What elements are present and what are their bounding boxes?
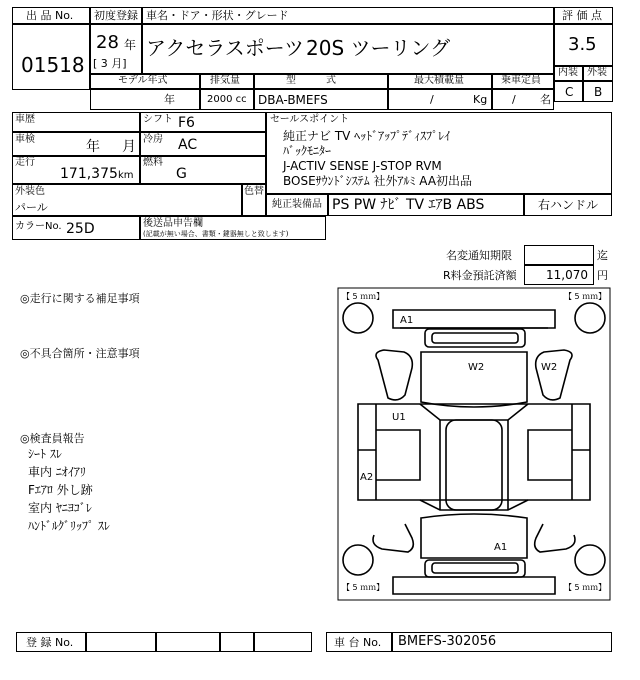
exterior-label: 外装 — [587, 67, 607, 78]
recycle-value: 11,070 — [546, 268, 588, 282]
load-unit: Kg — [473, 93, 488, 106]
car-grade: 20S ツーリング — [306, 36, 451, 60]
damage-mark: U1 — [392, 412, 406, 423]
damage-mark: A1 — [494, 542, 508, 553]
ac-label: 冷房 — [143, 134, 163, 145]
inspection-label: 車検 — [15, 134, 35, 145]
shift-value: F6 — [178, 115, 195, 131]
post-doc-note: (記載が無い場合、書類・鍵器無しと致します) — [143, 230, 289, 238]
damage-mark: A2 — [360, 472, 374, 483]
sales-points-label: セールスポイント — [270, 114, 350, 125]
defect-remarks-label: ◎不具合箇所・注意事項 — [20, 347, 140, 360]
model-value: DBA-BMEFS — [258, 93, 328, 107]
reg-no-cell — [220, 632, 254, 652]
mileage-unit: km — [118, 170, 134, 181]
reg-year-unit: 年 — [124, 38, 137, 52]
reg-month: [ 3 月] — [93, 57, 127, 70]
rear-fender-right-icon — [535, 524, 575, 552]
sales-point-line: BOSEｻｳﾝﾄﾞｼｽﾃﾑ 社外ｱﾙﾐ AA初出品 — [283, 174, 473, 188]
tire-top-right-icon — [575, 303, 605, 333]
equipment-items: PS PW ﾅﾋﾞ TV ｴｱB ABS — [332, 197, 485, 213]
inspection-month-unit: 月 — [122, 139, 136, 155]
inspector-report-label: ◎検査員報告 — [20, 432, 85, 445]
load-slash: / — [430, 93, 434, 106]
model-label: 型 式 — [286, 75, 336, 86]
capacity-unit: 名 — [540, 93, 551, 106]
rear-bumper-icon — [393, 577, 555, 594]
displacement-value: 2000 cc — [207, 94, 247, 105]
history-label: 車歴 — [15, 114, 35, 125]
front-bumper-icon — [393, 310, 555, 328]
chassis-label: 車 台 No. — [334, 636, 382, 649]
handle-value: 右ハンドル — [538, 198, 599, 212]
roof-icon — [446, 420, 502, 510]
damage-mark: W2 — [468, 362, 485, 373]
color-no-label: カラーNo. — [15, 221, 62, 232]
trunk-icon — [421, 514, 527, 558]
post-doc-label: 後送品申告欄 — [143, 218, 203, 229]
color-no-value: 25D — [66, 221, 95, 237]
recycle-unit: 円 — [597, 269, 608, 282]
reg-no-cell — [156, 632, 220, 652]
first-reg-label: 初度登録 — [94, 9, 138, 22]
ac-value: AC — [178, 137, 198, 153]
reg-year: 28 — [96, 32, 119, 53]
inspector-line: 車内 ﾆｵｲｱﾘ — [28, 465, 86, 479]
displacement-label: 排気量 — [210, 75, 240, 86]
interior-grade: C — [565, 85, 574, 99]
score-label: 評 価 点 — [562, 9, 602, 22]
tire-top-left-icon — [343, 303, 373, 333]
front-grille-icon — [425, 329, 525, 347]
reg-no-label: 登 録 No. — [26, 636, 74, 649]
tire-bottom-left-icon — [343, 545, 373, 575]
rear-fender-left-icon — [373, 524, 413, 552]
reg-no-cell — [86, 632, 156, 652]
exterior-grade: B — [594, 85, 603, 99]
lot-number: 01518 — [21, 53, 85, 77]
diagram-frame — [338, 288, 610, 600]
inspector-line: ｼｰﾄ ｽﾚ — [28, 447, 62, 461]
inspector-line: 室内 ﾔﾆﾖｺﾞﾚ — [28, 501, 92, 515]
inspector-line: ﾊﾝﾄﾞﾙｸﾞﾘｯﾌﾟ ｽﾚ — [28, 519, 110, 533]
name-change-unit: 迄 — [597, 249, 608, 262]
damage-mark: W2 — [541, 362, 558, 373]
exterior-color-value: パール — [15, 201, 48, 214]
front-fender-right-icon — [536, 350, 572, 400]
sales-point-line: 純正ナビ TV ﾍｯﾄﾞｱｯﾌﾟﾃﾞｨｽﾌﾟﾚｲ — [283, 129, 451, 143]
tire-depth-label: 【 5 ｍｍ】 — [564, 583, 607, 592]
recycle-label: R料金預託済額 — [443, 269, 517, 282]
inspector-line: Fｴｱﾛ 外し跡 — [28, 483, 93, 497]
hood-icon — [421, 352, 527, 407]
model-year-label: モデル年式 — [118, 75, 168, 86]
fuel-label: 燃料 — [143, 157, 163, 168]
tire-depth-label: 【 5 ｍｍ】 — [342, 292, 385, 301]
capacity-slash: / — [512, 93, 516, 106]
car-name-label: 車名・ドア・形状・グレード — [146, 9, 289, 22]
exterior-color-label: 外装色 — [15, 186, 45, 197]
inspection-year-unit: 年 — [86, 139, 100, 155]
fuel-value: G — [176, 166, 187, 182]
lot-label: 出 品 No. — [26, 9, 74, 22]
interior-label: 内装 — [558, 67, 578, 78]
front-fender-left-icon — [376, 350, 412, 400]
capacity-label: 乗車定員 — [501, 75, 541, 86]
tire-bottom-right-icon — [575, 545, 605, 575]
name-change-label: 名変通知期限 — [446, 249, 512, 262]
sales-point-line: J-ACTIV SENSE J-STOP RVM — [283, 159, 442, 173]
sales-point-line: ﾊﾞｯｸﾓﾆﾀｰ — [283, 144, 332, 158]
equipment-label: 純正装備品 — [272, 199, 322, 210]
model-year-unit: 年 — [164, 93, 175, 106]
shift-label: シフト — [143, 114, 173, 125]
max-load-label: 最大積載量 — [414, 75, 464, 86]
tire-depth-label: 【 5 ｍｍ】 — [564, 292, 607, 301]
driving-remarks-label: ◎走行に関する補足事項 — [20, 292, 140, 305]
tire-depth-label: 【 5 ｍｍ】 — [342, 583, 385, 592]
chassis-no: BMEFS-302056 — [398, 634, 497, 649]
color-change-label: 色替 — [244, 186, 264, 197]
score-value: 3.5 — [568, 34, 597, 55]
reg-no-cell — [254, 632, 312, 652]
car-name: アクセラスポーツ — [146, 36, 304, 60]
mileage-value: 171,375 — [60, 166, 118, 182]
mileage-label: 走行 — [15, 157, 35, 168]
damage-mark: A1 — [400, 315, 414, 326]
